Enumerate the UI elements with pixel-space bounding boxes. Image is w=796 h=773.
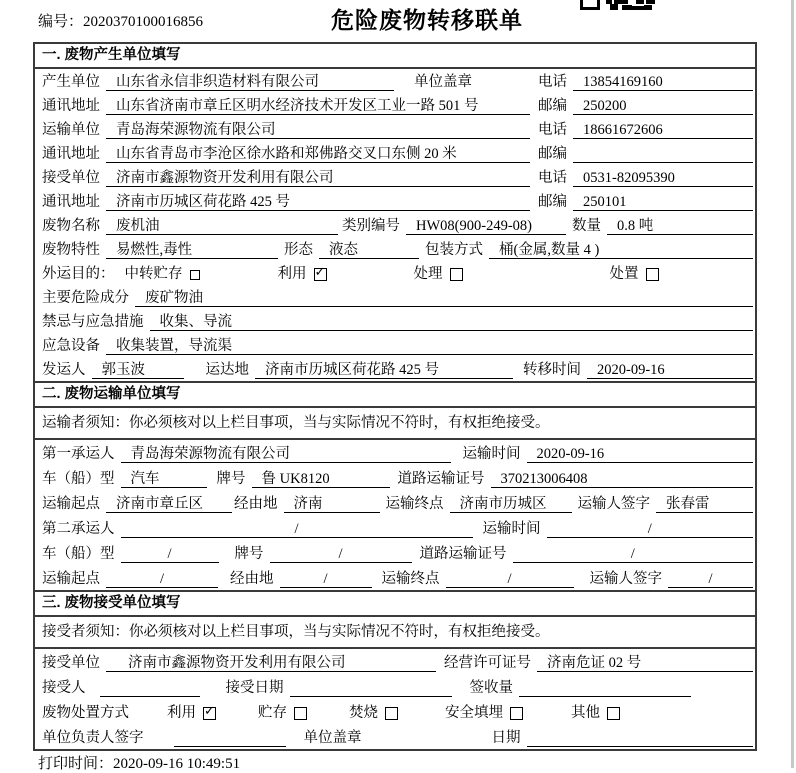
field-label: 车（船）型: [42, 471, 115, 487]
field-label: 通讯地址: [42, 194, 100, 210]
table-row: [35, 165, 755, 189]
section-3-header: 三. 废物接受单位填写: [35, 592, 755, 617]
field-label: 邮编: [538, 194, 567, 210]
field-label: 运输起点: [42, 571, 100, 587]
field-label: 禁忌与应急措施: [42, 314, 144, 330]
producer-phone-value: 13854169160: [573, 73, 753, 91]
checkbox-label: 焚烧: [349, 705, 378, 721]
field-label: 应急设备: [42, 338, 100, 354]
transporter-notice: 运输者须知：你必须核对以上栏目事项，当与实际情况不符时，有权拒绝接受。: [35, 408, 755, 440]
field-label: 类别编号: [342, 218, 400, 234]
field-label: 产生单位: [42, 74, 100, 90]
head-signature-value: [174, 729, 286, 747]
field-label: 运输起点: [42, 496, 100, 512]
license-number-value: 济南危证 02 号: [537, 654, 753, 672]
checkbox-label: 利用: [167, 705, 196, 721]
table-row: [35, 213, 755, 237]
transport-date1-value: 2020-09-16: [527, 445, 754, 463]
terminus1-value: 济南市历城区: [450, 495, 572, 513]
scrollbar-track[interactable]: [791, 0, 794, 768]
plate1-value: 鲁 UK8120: [252, 470, 390, 488]
receive-date-value: [290, 679, 452, 697]
field-label: 废物名称: [42, 218, 100, 234]
checkbox-label: 处置: [609, 266, 639, 282]
origin2-value: /: [106, 570, 218, 588]
transporter-address-value: 山东省青岛市李沧区徐水路和郑佛路交叉口东侧 20 米: [106, 145, 530, 163]
table-row: [35, 357, 755, 381]
transporter-phone-value: 18661672606: [573, 121, 753, 139]
checkbox-icon: [510, 707, 523, 720]
field-label: 运输时间: [482, 521, 541, 537]
checkbox-label: 其他: [571, 705, 600, 721]
checkbox-label: 中转贮存: [124, 266, 183, 282]
via1-value: 济南: [284, 495, 380, 513]
plate2-value: /: [270, 545, 412, 563]
field-label: 日期: [491, 730, 521, 746]
transfer-date-value: 2020-09-16: [587, 361, 753, 379]
table-row: [35, 285, 755, 309]
disposal-option: [349, 701, 398, 722]
checkbox-label: 安全填埋: [445, 705, 503, 721]
checkbox-icon: [607, 707, 620, 720]
destination-value: 济南市历城区荷花路 425 号: [255, 361, 513, 379]
table-row: [35, 117, 755, 141]
disposal-option: [167, 701, 216, 722]
field-label: 运输单位: [42, 122, 100, 138]
disposal-row: [35, 699, 755, 724]
field-label: 电话: [538, 122, 567, 138]
field-label: 包装方式: [425, 242, 483, 258]
emergency-equipment-value: 收集装置，导流渠: [106, 337, 753, 355]
field-label: 电话: [538, 170, 567, 186]
seal-date-value: [527, 729, 754, 747]
purpose-option: [610, 262, 659, 283]
field-label: 道路运输证号: [397, 471, 485, 487]
table-row: [35, 515, 755, 540]
receiving-unit-value: 济南市鑫源物资开发利用有限公司: [106, 654, 436, 672]
purpose-row: [35, 261, 755, 285]
transport-date2-value: /: [547, 520, 754, 538]
transporter-zip-value: [573, 145, 753, 163]
qr-code-fragment: [580, 0, 656, 11]
page-title: 危险废物转移联单: [331, 7, 523, 33]
checkbox-icon: [314, 268, 327, 281]
vehicle-type1-value: 汽车: [121, 470, 207, 488]
serial-number: 2020370100016856: [83, 14, 204, 30]
field-label: 牌号: [216, 471, 246, 487]
field-label: 转移时间: [523, 362, 581, 378]
waste-character-value: 易燃性,毒性: [106, 241, 278, 259]
disposal-option: [445, 701, 523, 722]
field-label: 接受人: [42, 680, 86, 696]
field-label: 牌号: [234, 546, 264, 562]
table-row: [35, 565, 755, 590]
road-cert2-value: /: [513, 545, 754, 563]
field-label: 接受日期: [225, 680, 284, 696]
disposal-option: [258, 701, 307, 722]
transporter-unit-value: 青岛海荣源物流有限公司: [106, 121, 530, 139]
checkbox-label: 利用: [277, 266, 307, 282]
receiver-phone-value: 0531-82095390: [573, 169, 753, 187]
vehicle-type2-value: /: [121, 545, 219, 563]
receiver-unit-value: 济南市鑫源物资开发利用有限公司: [106, 169, 530, 187]
purpose-option: [414, 262, 463, 283]
checkbox-icon: [190, 270, 200, 280]
unit-seal-label: 单位盖章: [414, 74, 472, 90]
transporter-sign1-value: 张春雷: [656, 495, 753, 513]
manifest-form: [33, 42, 757, 751]
section-producer: [35, 44, 755, 381]
transporter-sign2-value: /: [668, 570, 753, 588]
table-row: [35, 309, 755, 333]
print-time-line: [38, 752, 240, 773]
receiver-address-value: 济南市历城区荷花路 425 号: [106, 193, 530, 211]
section-1-header: 一. 废物产生单位填写: [35, 44, 755, 69]
serial-number-line: [38, 10, 203, 31]
signed-amount-value: [519, 679, 691, 697]
checkbox-icon: [385, 707, 398, 720]
field-label: 废物特性: [42, 242, 100, 258]
table-row: [35, 237, 755, 261]
purpose-option: [278, 262, 327, 283]
table-row: [35, 189, 755, 213]
road-cert1-value: 370213006408: [491, 470, 754, 488]
hazard-component-value: 废矿物油: [135, 289, 753, 307]
field-label: 运达地: [205, 362, 249, 378]
field-label: 数量: [572, 218, 601, 234]
quantity-value: 0.8 吨: [607, 217, 753, 235]
field-label: 运输人签字: [577, 496, 650, 512]
producer-address-value: 山东省济南市章丘区明水经济技术开发区工业一路 501 号: [106, 97, 530, 115]
field-label: 经由地: [234, 496, 278, 512]
receiver-person-value: [100, 679, 200, 697]
print-time-value: 2020-09-16 10:49:51: [113, 756, 241, 772]
section-2-header: 二. 废物运输单位填写: [35, 383, 755, 408]
via2-value: /: [280, 570, 372, 588]
unit-seal-label: 单位盖章: [303, 730, 362, 746]
checkbox-icon: [203, 707, 216, 720]
emergency-measures-value: 收集、导流: [150, 313, 754, 331]
table-row: [35, 69, 755, 93]
table-row: [35, 674, 755, 699]
field-label: 车（船）型: [42, 546, 115, 562]
field-label: 接受单位: [42, 655, 100, 671]
field-label: 主要危险成分: [42, 290, 129, 306]
origin1-value: 济南市章丘区: [106, 495, 232, 513]
checkbox-label: 贮存: [258, 705, 287, 721]
field-label: 道路运输证号: [419, 546, 507, 562]
checkbox-icon: [294, 707, 307, 720]
consignor-value: 郭玉波: [92, 361, 184, 379]
category-code-value: HW08(900-249-08): [406, 217, 566, 235]
section-receiver: [35, 590, 755, 749]
print-time-label: 打印时间：: [38, 756, 114, 772]
carrier1-value: 青岛海荣源物流有限公司: [121, 445, 451, 463]
field-label: 外运目的：: [42, 266, 115, 282]
field-label: 单位负责人签字: [42, 730, 144, 746]
form-state-value: 液态: [319, 241, 419, 259]
producer-zip-value: 250200: [573, 97, 753, 115]
receiver-notice: 接受者须知：你必须核对以上栏目事项，当与实际情况不符时，有权拒绝接受。: [35, 617, 755, 649]
carrier2-value: /: [121, 520, 473, 538]
waste-name-value: 废机油: [106, 217, 338, 235]
serial-label: 编号：: [38, 14, 84, 30]
producer-unit-value: 山东省永信非织造材料有限公司: [106, 73, 394, 91]
table-row: [35, 333, 755, 357]
table-row: [35, 141, 755, 165]
field-label: 经由地: [230, 571, 274, 587]
field-label: 邮编: [538, 146, 567, 162]
table-row: [35, 540, 755, 565]
field-label: 运输终点: [381, 571, 440, 587]
table-row: [35, 649, 755, 674]
field-label: 运输时间: [462, 446, 521, 462]
field-label: 第二承运人: [42, 521, 115, 537]
field-label: 电话: [538, 74, 567, 90]
field-label: 废物处置方式: [42, 705, 129, 721]
field-label: 邮编: [538, 98, 567, 114]
field-label: 接受单位: [42, 170, 100, 186]
field-label: 形态: [284, 242, 313, 258]
checkbox-icon: [646, 268, 659, 281]
field-label: 运输人签字: [589, 571, 662, 587]
field-label: 运输终点: [385, 496, 444, 512]
disposal-option: [571, 701, 620, 722]
field-label: 通讯地址: [42, 146, 100, 162]
checkbox-icon: [450, 268, 463, 281]
field-label: 签收量: [469, 680, 513, 696]
section-transporter: [35, 381, 755, 590]
table-row: [35, 93, 755, 117]
checkbox-label: 处理: [413, 266, 443, 282]
table-row: [35, 724, 755, 749]
table-row: [35, 465, 755, 490]
field-label: 经营许可证号: [444, 655, 531, 671]
terminus2-value: /: [446, 570, 574, 588]
receiver-zip-value: 250101: [573, 193, 753, 211]
packing-value: 桶(金属,数量 4 ): [489, 241, 753, 259]
field-label: 通讯地址: [42, 98, 100, 114]
field-label: 发运人: [42, 362, 86, 378]
purpose-option: [125, 262, 200, 283]
field-label: 第一承运人: [42, 446, 115, 462]
table-row: [35, 440, 755, 465]
table-row: [35, 490, 755, 515]
